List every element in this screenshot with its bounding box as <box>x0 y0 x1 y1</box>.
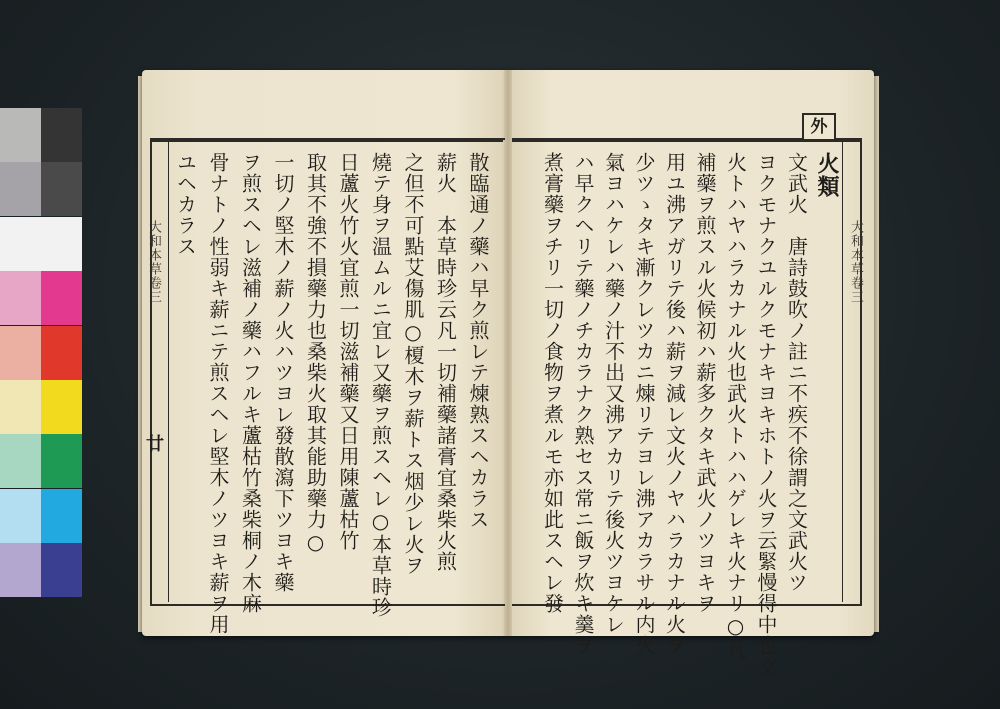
right-text-column: ヨクモナクユルクモナキヨキホトノ火ヲ云緊慢得中也文 <box>754 152 778 677</box>
color-swatch <box>41 380 82 434</box>
color-swatch <box>0 543 41 597</box>
book-gutter <box>504 70 512 636</box>
left-top-rule <box>150 140 503 142</box>
left-text-column: ユヘカラス <box>173 152 198 257</box>
open-book <box>138 70 878 677</box>
color-swatch <box>0 326 41 380</box>
right-text-column: 用ユ沸アガリテ後ハ薪ヲ減レ文火ノヤハラカナル火ヲ <box>662 152 687 656</box>
color-swatch <box>0 434 41 488</box>
color-swatch <box>41 108 82 162</box>
color-swatch <box>41 162 82 216</box>
right-text-column: 火トハヤハラカナル火也武火トハハゲレキ火ナリ○凡 <box>723 152 748 660</box>
left-text-column: ヲ煎スヘレ滋補ノ藥ハフルキ蘆枯竹桑柴桐ノ木麻 <box>238 152 263 614</box>
right-margin-rule <box>842 140 843 602</box>
right-text-column: 氣ヨハケレハ藥ノ汁不出又沸アカリテ後火ツヨケレ <box>601 152 626 635</box>
color-swatch <box>41 434 82 488</box>
left-margin-title: 大和本草卷三 <box>146 220 161 304</box>
color-swatch <box>41 271 82 325</box>
right-text-column: 文武火 唐詩鼓吹ノ註ニ不疾不徐謂之文武火ツ <box>784 152 809 593</box>
right-text-column: 少ツゝタキ漸クレツカニ煉リテヨレ沸アカラサル内火 <box>632 152 656 656</box>
left-text-column: 一切ノ堅木ノ薪ノ火ハツヨレ發散瀉下ツヨキ藥 <box>271 152 295 593</box>
right-margin-title: 大和本草卷三 <box>848 220 863 304</box>
left-text-column: 之但不可點艾傷肌○榎木ヲ薪トス烟少レ火ヲ <box>401 152 425 576</box>
category-tag: 外 <box>802 113 836 141</box>
color-swatch <box>0 108 41 162</box>
right-text-column: 火類 <box>814 152 840 198</box>
left-text-column: 薪火 本草時珍云凡一切補藥諸膏宜桑柴火煎 <box>433 152 458 572</box>
right-text-column: 煮膏藥ヲチリ一切ノ食物ヲ煮ルモ亦如此スヘレ發 <box>540 152 565 614</box>
color-swatch <box>41 326 82 380</box>
left-text-column: 燒テ身ヲ温ムルニ宜レ又藥ヲ煎スヘレ○本草時珍 <box>368 152 393 618</box>
left-text-column: 日蘆火竹火宜煎一切滋補藥又日用陳蘆枯竹 <box>336 152 360 551</box>
color-checker <box>0 108 82 598</box>
color-swatch <box>41 217 82 271</box>
left-page-number: 廿 <box>146 434 164 455</box>
color-swatch <box>0 217 41 271</box>
left-text-column: 骨ナトノ性弱キ薪ニテ煎スヘレ堅木ノツヨキ薪ヲ用 <box>206 152 230 635</box>
color-swatch <box>0 489 41 543</box>
right-text-column: ハ早クヘリテ藥ノチカラナク熟セス常ニ飯ヲ炊キ羹ヲ <box>571 152 595 656</box>
right-text-column: 補藥ヲ煎スル火候初ハ薪多クタキ武火ノツヨキヲ <box>693 152 717 614</box>
color-swatch <box>0 380 41 434</box>
color-swatch <box>0 162 41 216</box>
left-text-column: 散臨通ノ藥ハ早ク煎レテ煉熟スヘカラス <box>466 152 490 530</box>
left-text-column: 取其不強不損藥力也桑柴火取其能助藥力○ <box>303 152 328 555</box>
color-swatch <box>41 543 82 597</box>
color-swatch <box>0 271 41 325</box>
color-swatch <box>41 489 82 543</box>
